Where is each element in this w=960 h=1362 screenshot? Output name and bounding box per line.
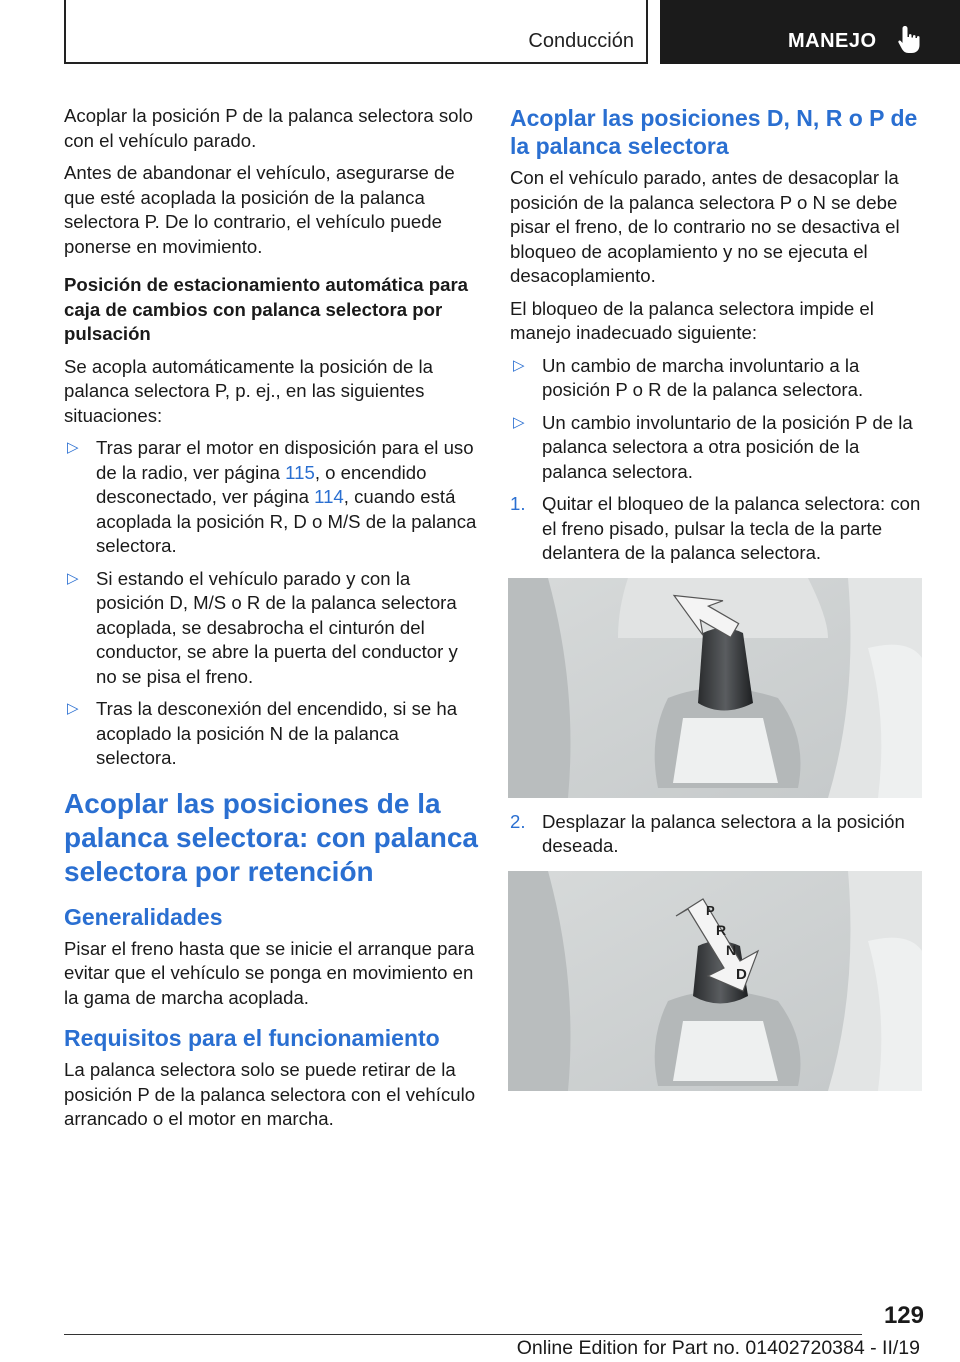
list-item-text: , o encendido desconectado, ver página	[96, 461, 427, 507]
footer-edition: Online Edition for Part no. 01402720384 - II/19	[516, 1337, 920, 1359]
paragraph: Con el vehículo parado, antes de desacoplar la posición de la palanca selectora P o N se debe pisar el freno, de lo contrario no se desactiva el bloqueo de acoplamiento y no se ejecuta el desacoplamiento.	[510, 167, 900, 286]
heading-requirements: Requisitos para el funcionamiento	[64, 1025, 440, 1051]
list-item	[510, 411, 928, 485]
paragraph: Pisar el freno hasta que se inicie el arranque para evitar que el vehículo se ponga en movimiento en la gama de marcha acoplada.	[64, 937, 475, 1008]
list-item-text: Si estando el vehículo parado y con la posición D, M/S o R de la palanca selectora acoplada, se desabrocha el cinturón del conductor, se abre la puerta del conductor y no se pisa el freno.	[96, 567, 458, 687]
header-section-title: Conducción	[528, 30, 634, 52]
heading-generalities: Generalidades	[64, 903, 223, 930]
footer-divider	[64, 1334, 862, 1335]
selector-lever-press-illustration	[508, 578, 922, 798]
gear-label-n: N	[726, 941, 737, 958]
subheading-auto-park: Posición de estacionamiento automática para caja de cambios con palanca selectora por pulsación	[64, 274, 469, 344]
selector-lever-positions-illustration	[508, 871, 922, 1091]
paragraph: Se acopla automáticamente la posición de la palanca selectora P, p. ej., en las siguientes situaciones:	[64, 355, 434, 426]
paragraph: Antes de abandonar el vehículo, asegurarse de que esté acoplada la posición de la palanca selectora P. De lo contrario, el vehículo puede ponerse en movimiento.	[64, 162, 455, 257]
gear-label-d: D	[736, 965, 747, 983]
steps-list	[510, 492, 928, 566]
gear-label-p: P	[706, 902, 715, 918]
bullet-triangle-icon: ▷	[67, 700, 79, 717]
page-link-115[interactable]: 115	[285, 461, 315, 483]
step-number: 2.	[510, 810, 526, 832]
bullet-triangle-icon: ▷	[67, 569, 79, 587]
step-text: Quitar el bloqueo de la palanca selectora: con el freno pisado, pulsar la tecla de la parte delantera de la palanca selectora.	[542, 493, 921, 563]
hand-pointer-icon	[896, 24, 924, 54]
paragraph: La palanca selectora solo se puede retirar de la posición P de la palanca selectora con el vehículo arrancado o el motor en marcha.	[64, 1059, 476, 1129]
heading-engage-positions: Acoplar las posiciones D, N, R o P de la palanca selectora	[510, 105, 918, 159]
situations-list	[64, 436, 482, 771]
step-item	[510, 810, 928, 859]
step-text: Desplazar la palanca selectora a la posición deseada.	[542, 810, 905, 856]
step-number: 1.	[510, 493, 526, 514]
page-link-114[interactable]: 114	[314, 486, 344, 507]
paragraph: Acoplar la posición P de la palanca selectora solo con el vehículo parado.	[64, 105, 473, 151]
bullet-triangle-icon: ▷	[513, 413, 525, 431]
header-section-box	[64, 0, 648, 64]
prevention-list	[510, 354, 928, 485]
left-column	[64, 104, 482, 1140]
heading-detent-selector: Acoplar las posiciones de la palanca selectora: con palanca selectora por retención	[64, 787, 478, 887]
list-item-text: , cuando está acoplada la posición R, D o M/S de la palanca selectora.	[96, 486, 477, 556]
steps-list-2	[510, 810, 928, 859]
paragraph: El bloqueo de la palanca selectora impide el manejo inadecuado siguiente:	[510, 297, 874, 343]
gear-label-r: R	[716, 921, 727, 938]
bullet-triangle-icon: ▷	[67, 439, 79, 456]
right-column	[510, 104, 928, 1103]
page-number: 129	[883, 1302, 924, 1329]
list-item-text: Tras parar el motor en disposición para el uso de la radio, ver página	[96, 437, 474, 483]
bullet-triangle-icon: ▷	[513, 356, 525, 374]
list-item-text: Un cambio de marcha involuntario a la posición P o R de la palanca selectora.	[542, 354, 864, 400]
header-chapter-title: MANEJO	[788, 30, 877, 52]
list-item-text: Tras la desconexión del encendido, si se ha acoplado la posición N de la palanca selectora.	[96, 698, 458, 768]
step-item	[510, 492, 928, 566]
header-chapter-box	[660, 0, 960, 64]
list-item	[64, 436, 482, 559]
list-item-text: Un cambio involuntario de la posición P de la palanca selectora a otra posición de la palanca selectora.	[542, 411, 913, 482]
list-item	[64, 697, 482, 771]
list-item	[64, 567, 482, 690]
list-item	[510, 354, 928, 403]
